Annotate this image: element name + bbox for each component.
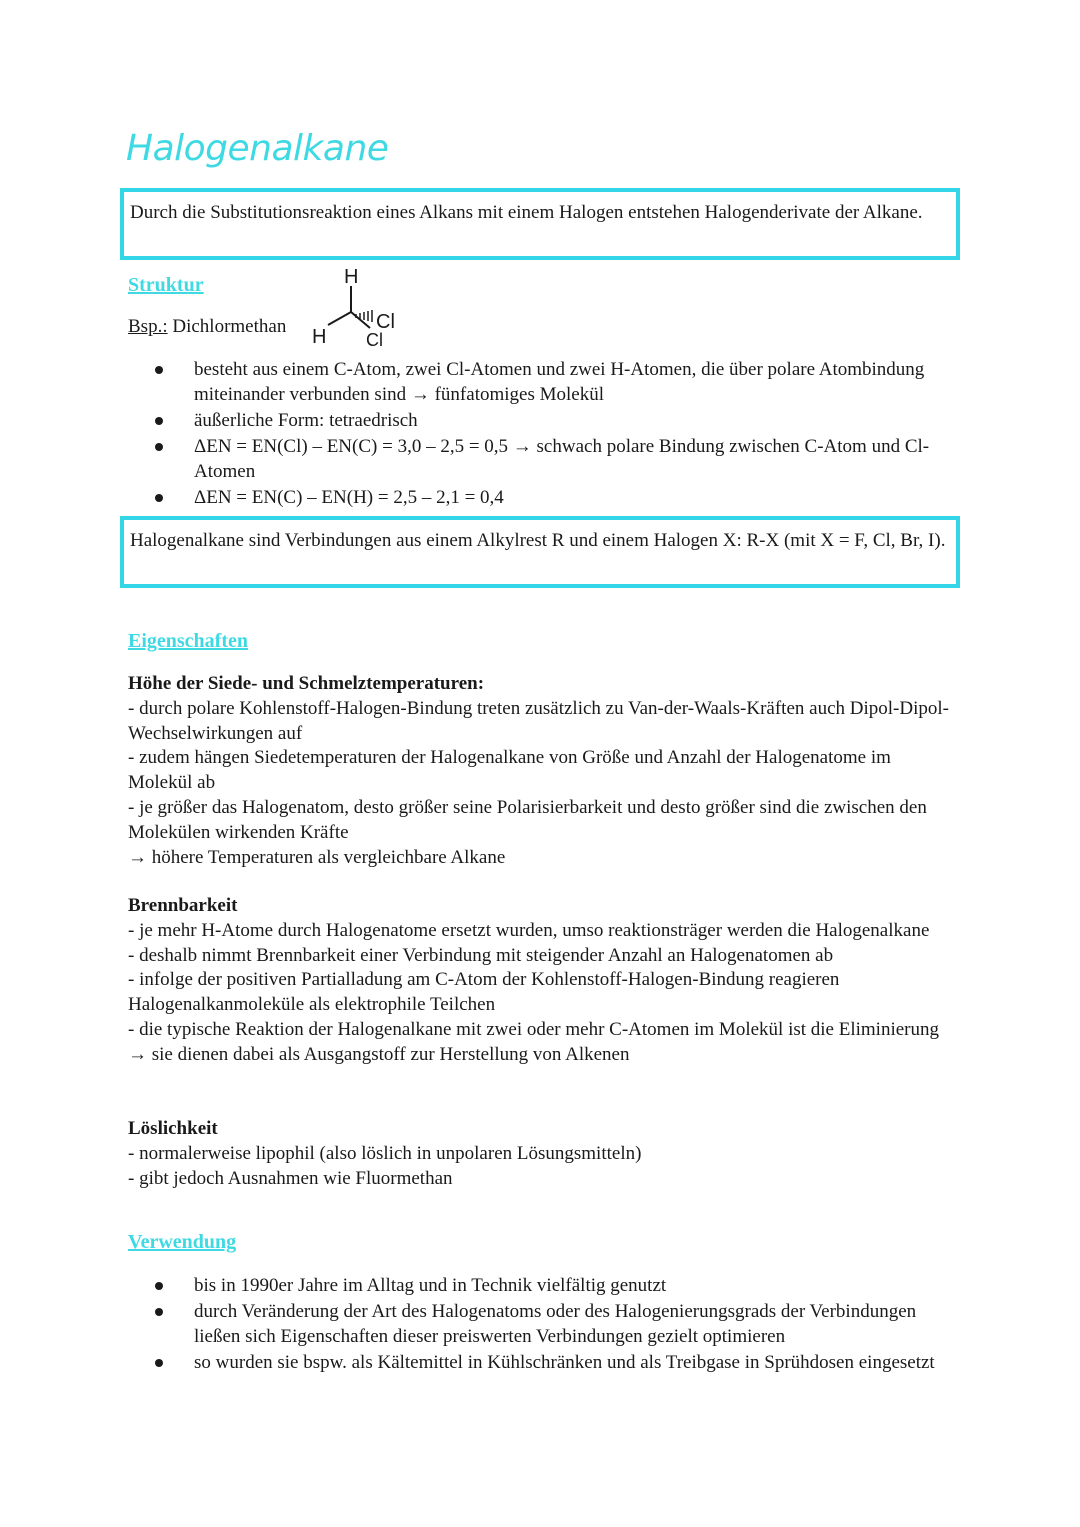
section-loeslichkeit <box>128 1117 958 1191</box>
text-line: → höhere Temperaturen als vergleichbare Alkane <box>128 846 506 868</box>
page-title: Halogenalkane <box>126 128 389 169</box>
text-line: - durch polare Kohlenstoff-Halogen-Bindung treten zusätzlich zu Van-der-Waals-Kräften auch Dipol-Dipol-Wechselwirkungen auf <box>128 697 949 744</box>
list-item: bis in 1990er Jahre im Alltag und in Technik vielfältig genutzt <box>150 1273 950 1298</box>
example-label: Bsp.: <box>128 316 168 337</box>
text-line: - zudem hängen Siedetemperaturen der Halogenalkane von Größe und Anzahl der Halogenatome im Molekül ab <box>128 747 891 794</box>
list-item: ΔEN = EN(C) – EN(H) = 2,5 – 2,1 = 0,4 <box>150 485 950 510</box>
bullet-dot <box>155 494 163 502</box>
text-line: - infolge der positiven Partialladung am C-Atom der Kohlenstoff-Halogen-Bindung reagieren Halogenalkanmoleküle als elektrophile Teilchen <box>128 969 840 1016</box>
list-item: ΔEN = EN(Cl) – EN(C) = 3,0 – 2,5 = 0,5 → schwach polare Bindung zwischen C-Atom und Cl-Atomen <box>150 434 950 484</box>
text-line: - gibt jedoch Ausnahmen wie Fluormethan <box>128 1167 453 1189</box>
definition-text-2: Halogenalkane sind Verbindungen aus einem Alkylrest R und einem Halogen X: R-X (mit X = F, Cl, Br, I). <box>130 530 946 551</box>
bond-c-h-left <box>328 312 351 325</box>
molecule-atom-cl-1: Cl <box>376 311 395 333</box>
section-brennbarkeit <box>128 894 958 1068</box>
heading-struktur: Struktur <box>128 274 204 296</box>
text-line: - je größer das Halogenatom, desto größer seine Polarisierbarkeit und desto größer sind die zwischen den Molekülen wirkenden Kräfte <box>128 796 927 843</box>
bullet-dot <box>155 1359 163 1367</box>
list-item: äußerliche Form: tetraedrisch <box>150 408 950 433</box>
text-line: - die typische Reaktion der Halogenalkane mit zwei oder mehr C-Atomen im Molekül ist die Eliminierung → sie dienen dabei als Ausgangstoff zur Herstellung von Alkenen <box>128 1018 939 1065</box>
section-siedetemperaturen <box>128 672 958 870</box>
molecule-atom-h-top: H <box>344 266 359 288</box>
section-title: Brennbarkeit <box>128 895 238 916</box>
bullet-dot <box>155 1308 163 1316</box>
section-title: Löslichkeit <box>128 1118 218 1139</box>
example-line <box>128 316 286 338</box>
definition-text-1: Durch die Substitutionsreaktion eines Alkans mit einem Halogen entstehen Halogenderivate der Alkane. <box>130 202 923 223</box>
molecule-atom-h-left: H <box>312 326 327 348</box>
bullet-dot <box>155 366 163 374</box>
bond-c-cl-hashed <box>356 310 372 322</box>
definition-box-1 <box>120 188 960 260</box>
text-line: - normalerweise lipophil (also löslich in unpolaren Lösungsmitteln) <box>128 1142 642 1164</box>
list-item: durch Veränderung der Art des Halogenatoms oder des Halogenierungsgrads der Verbindungen ließen sich Eigenschaften dieser preiswerten Verbindungen gezielt optimieren <box>150 1299 950 1349</box>
definition-box-2 <box>120 516 960 588</box>
struktur-bullet-list <box>150 357 950 511</box>
heading-eigenschaften: Eigenschaften <box>128 630 248 652</box>
bullet-dot <box>155 417 163 425</box>
text-line: - je mehr H-Atome durch Halogenatome ersetzt wurden, umso reaktionsträger werden die Halogenalkane <box>128 919 930 941</box>
bullet-dot <box>155 443 163 451</box>
example-name: Dichlormethan <box>172 316 287 337</box>
section-title: Höhe der Siede- und Schmelztemperaturen: <box>128 673 485 694</box>
text-line: - deshalb nimmt Brennbarkeit einer Verbindung mit steigender Anzahl an Halogenatomen ab <box>128 944 834 966</box>
dichlormethan-structure-diagram <box>306 262 416 352</box>
list-item: besteht aus einem C-Atom, zwei Cl-Atomen und zwei H-Atomen, die über polare Atombindung miteinander verbunden sind → fünfatomiges Molekül <box>150 357 950 407</box>
verwendung-bullet-list <box>150 1273 950 1376</box>
molecule-atom-cl-2: Cl <box>366 330 383 350</box>
heading-verwendung: Verwendung <box>128 1231 237 1253</box>
bullet-dot <box>155 1282 163 1290</box>
list-item: so wurden sie bspw. als Kältemittel in Kühlschränken und als Treibgase in Sprühdosen eingesetzt <box>150 1350 950 1375</box>
